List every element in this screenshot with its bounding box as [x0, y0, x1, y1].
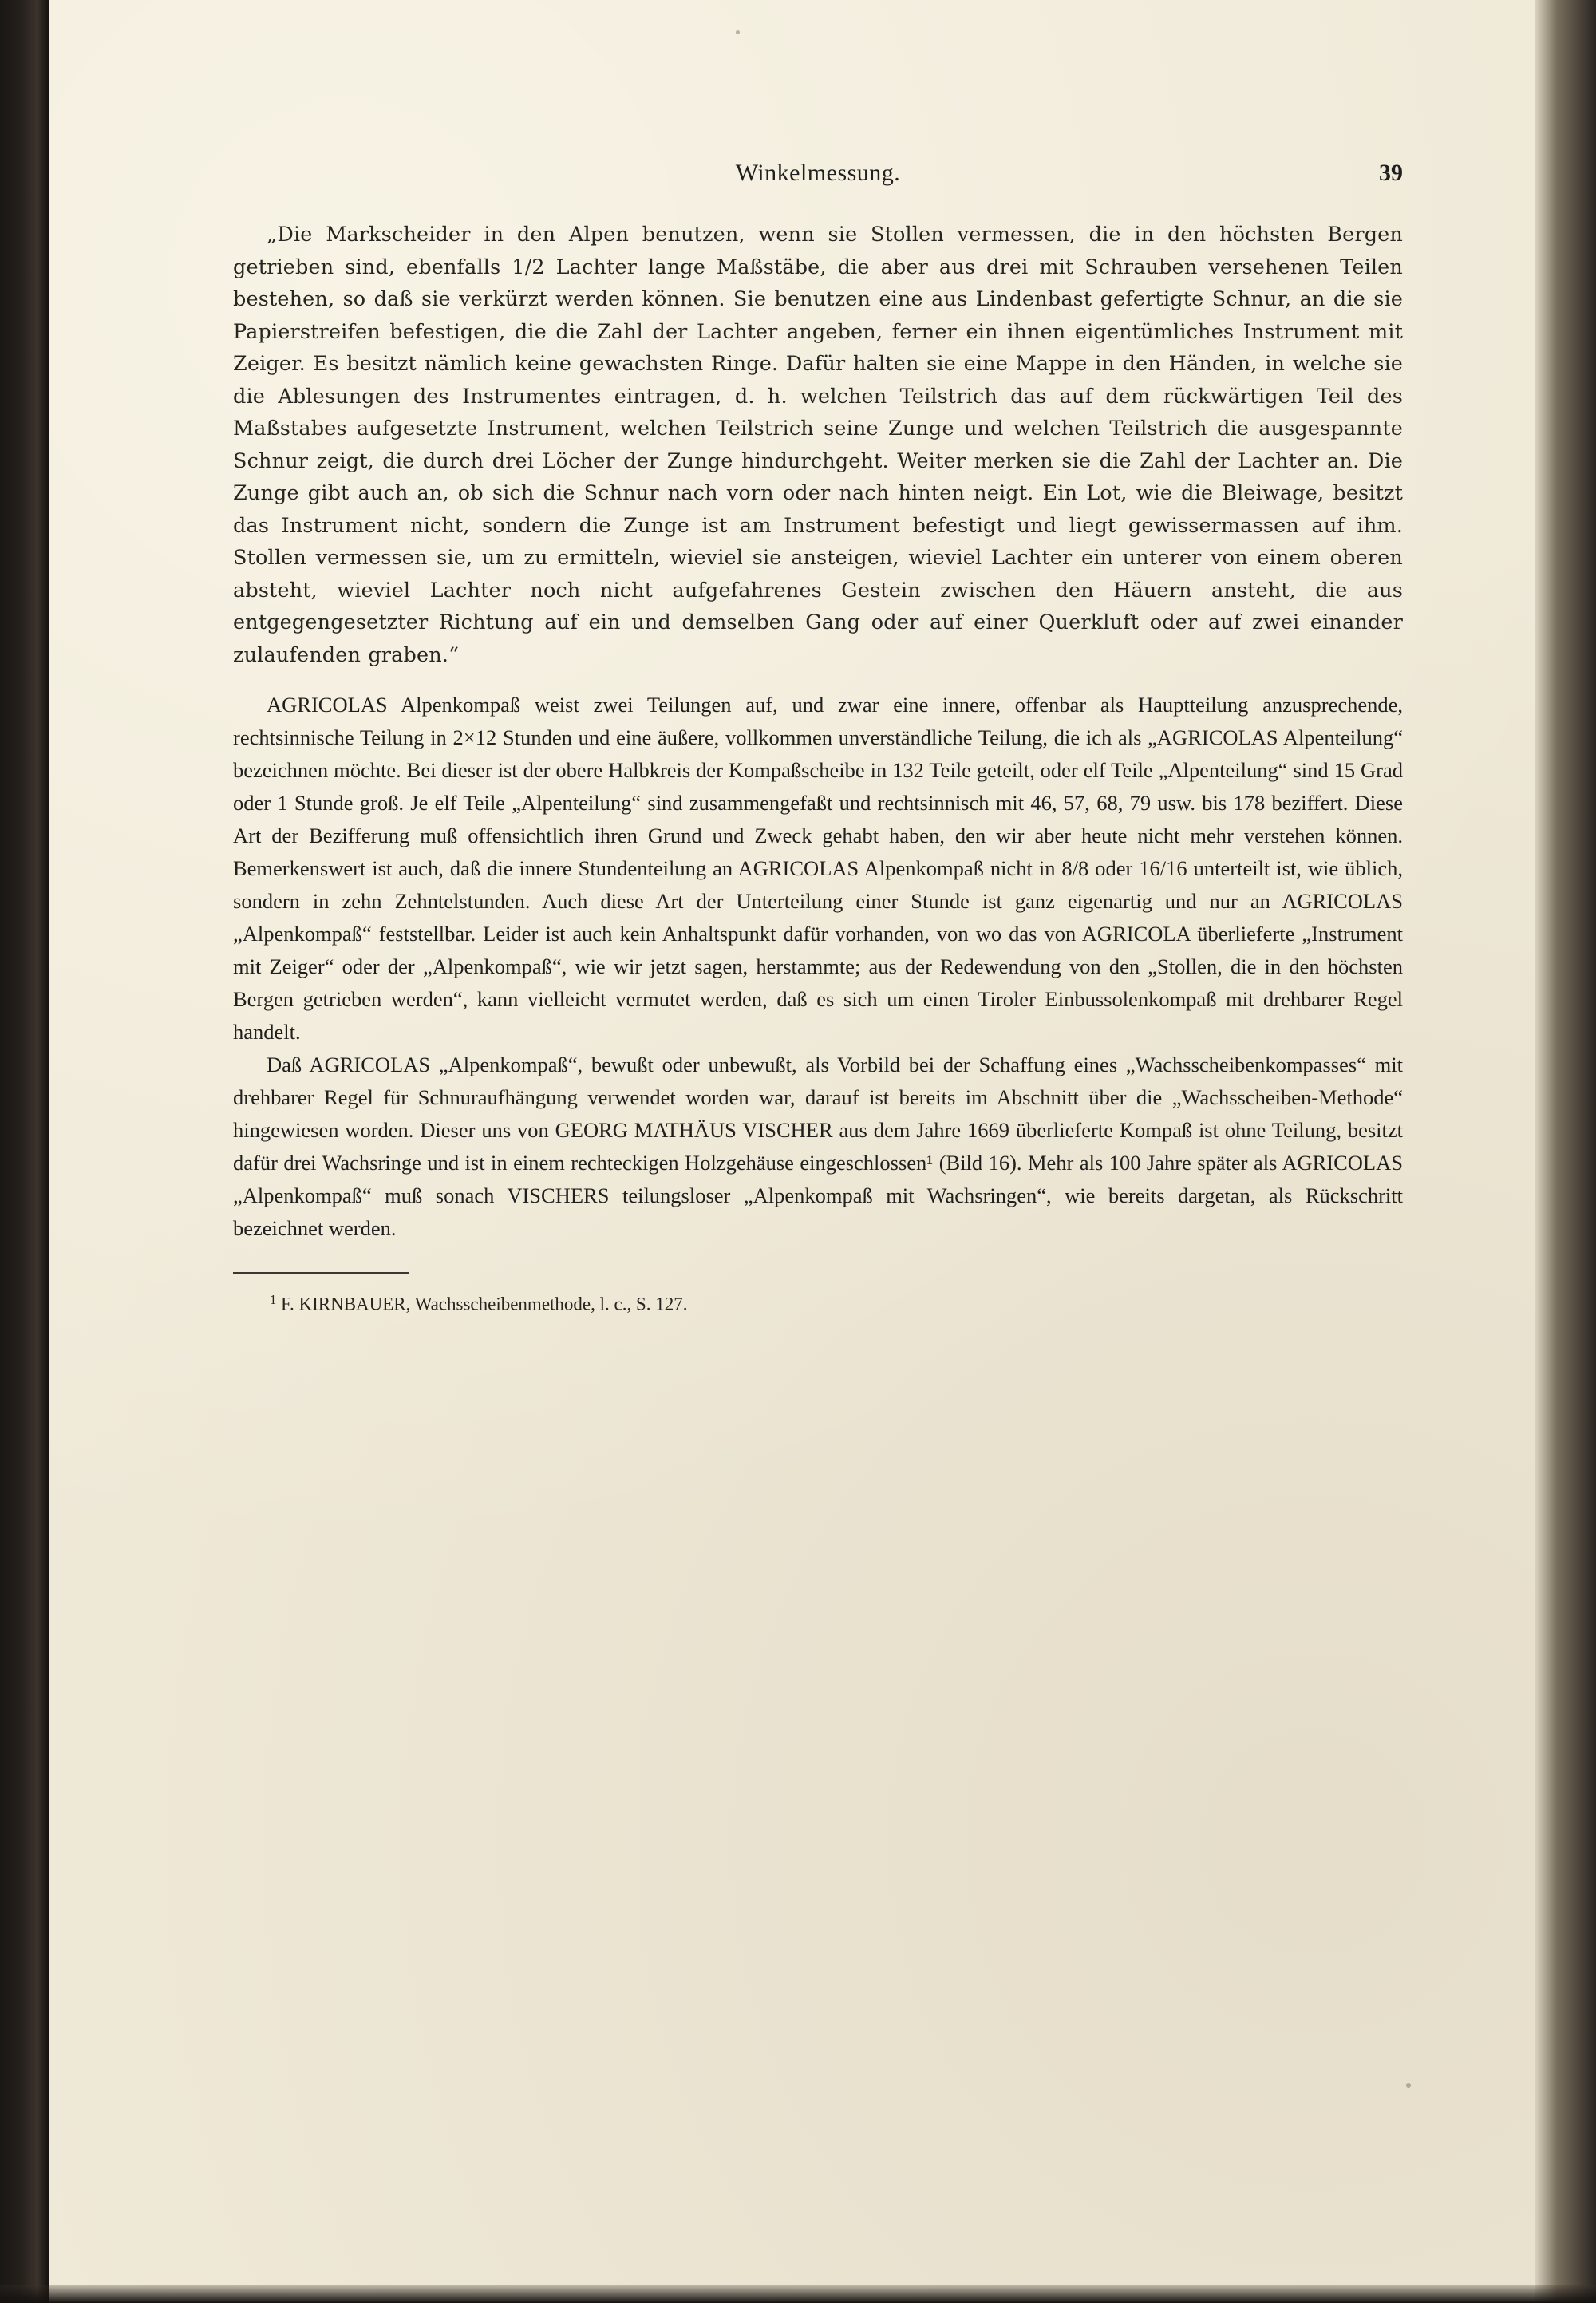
- body-paragraphs: [233, 689, 1403, 1245]
- page-content: [233, 160, 1403, 1317]
- running-head: Winkelmessung.: [735, 160, 901, 186]
- page-header: [233, 160, 1403, 196]
- quotation-paragraph: [233, 219, 1403, 671]
- page-edge-right: [1535, 0, 1596, 2303]
- page-edge-bottom: [0, 2285, 1596, 2303]
- paper-speck: [736, 30, 740, 34]
- page-number: 39: [1379, 160, 1403, 186]
- footnote-text: F. KIRNBAUER, Wachsscheibenmethode, l. c., S. 127.: [281, 1294, 688, 1314]
- footnote-rule: [233, 1272, 409, 1274]
- quotation-text: „Die Markscheider in den Alpen benutzen, wenn sie Stollen vermessen, die in den höchsten Bergen getrieben sind, ebenfalls 1/2 Lachter lange Maßstäbe, die aber aus drei mit Schrauben versehenen Teilen bestehen, so daß sie verkürzt werden können. Sie benutzen eine aus Lindenbast gefertigte Schnur, an die sie Papierstreifen befestigen, die die Zahl der Lachter angeben, ferner ein ihnen eigentümliches Instrument mit Zeiger. Es besitzt nämlich keine gewachsten Ringe. Dafür halten sie eine Mappe in den Händen, in welche sie die Ablesungen des Instrumentes eintragen, d. h. welchen Teilstrich das auf dem rückwärtigen Teil des Maßstabes aufgesetzte Instrument, welchen Teilstrich seine Zunge und welchen Teilstrich die ausgespannte Schnur zeigt, die durch drei Löcher der Zunge hindurchgeht. Weiter merken sie die Zahl der Lachter an. Die Zunge gibt auch an, ob sich die Schnur nach vorn oder nach hinten neigt. Ein Lot, wie die Bleiwage, besitzt das Instrument nicht, sondern die Zunge ist am Instrument befestigt und liegt gewissermassen auf ihm. Stollen vermessen sie, um zu ermitteln, wieviel sie ansteigen, wieviel Lachter ein unterer von einem oberen absteht, wieviel Lachter noch nicht aufgefahrenes Gestein zwischen den Häuern ansteht, die aus entgegengesetzter Richtung auf ein und demselben Gang oder auf einer Querkluft oder auf zwei einander zulaufenden graben.“: [233, 223, 1403, 667]
- footnote: [233, 1286, 1403, 1317]
- paragraph-2: Daß AGRICOLAS „Alpenkompaß“, bewußt oder unbewußt, als Vorbild bei der Schaffung eines „Wachsscheibenkompasses“ mit drehbarer Regel für Schnuraufhängung verwendet worden war, darauf ist bereits im Abschnitt über die „Wachsscheiben-Methode“ hingewiesen worden. Dieser uns von GEORG MATHÄUS VISCHER aus dem Jahre 1669 überlieferte Kompaß ist ohne Teilung, besitzt dafür drei Wachsringe und ist in einem rechteckigen Holzgehäuse eingeschlossen¹ (Bild 16). Mehr als 100 Jahre später als AGRICOLAS „Alpenkompaß“ muß sonach VISCHERS teilungsloser „Alpenkompaß mit Wachsringen“, wie bereits dargetan, als Rückschritt bezeichnet werden.: [233, 1053, 1403, 1240]
- paper-speck: [1406, 2083, 1411, 2088]
- book-gutter: [0, 0, 49, 2303]
- page-surface: [49, 0, 1535, 2303]
- paragraph-1: AGRICOLAS Alpenkompaß weist zwei Teilungen auf, und zwar eine innere, offenbar als Hauptteilung anzusprechende, rechtsinnische Teilung in 2×12 Stunden und eine äußere, vollkommen unverständliche Teilung, die ich als „AGRICOLAS Alpenteilung“ bezeichnen möchte. Bei dieser ist der obere Halbkreis der Kompaßscheibe in 132 Teile geteilt, oder elf Teile „Alpenteilung“ sind 15 Grad oder 1 Stunde groß. Je elf Teile „Alpenteilung“ sind zusammengefaßt und rechtsinnisch mit 46, 57, 68, 79 usw. bis 178 beziffert. Diese Art der Bezifferung muß offensichtlich ihren Grund und Zweck gehabt haben, den wir aber heute nicht mehr verstehen können. Bemerkenswert ist auch, daß die innere Stundenteilung an AGRICOLAS Alpenkompaß nicht in 8/8 oder 16/16 unterteilt ist, wie üblich, sondern in zehn Zehntelstunden. Auch diese Art der Unterteilung einer Stunde ist ganz eigenartig und nur an AGRICOLAS „Alpenkompaß“ feststellbar. Leider ist auch kein Anhaltspunkt dafür vorhanden, von wo das von AGRICOLA überlieferte „Instrument mit Zeiger“ oder der „Alpenkompaß“, wie wir jetzt sagen, herstammte; aus der Redewendung von den „Stollen, die in den höchsten Bergen getrieben werden“, kann vielleicht vermutet werden, daß es sich um einen Tiroler Einbussolenkompaß mit drehbarer Regel handelt.: [233, 693, 1403, 1044]
- footnote-marker: 1: [270, 1292, 277, 1307]
